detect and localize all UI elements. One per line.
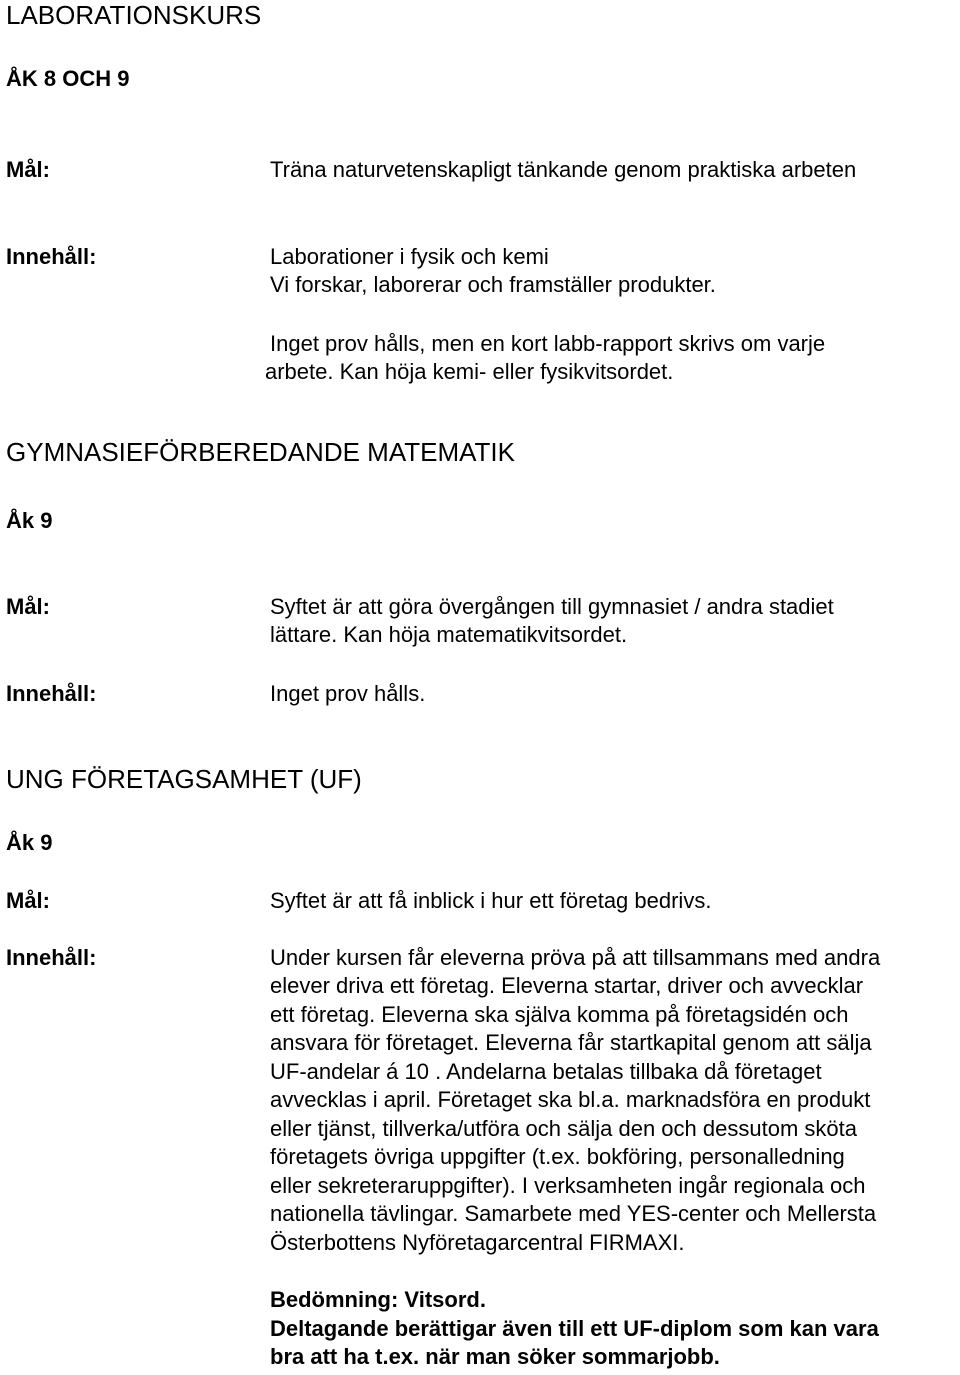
- section2-content-text: Inget prov hålls.: [270, 681, 426, 706]
- section1-title: LABORATIONSKURS: [6, 0, 262, 30]
- section3-content-line: ett företag. Eleverna ska själva komma på företagsidén och: [270, 1002, 849, 1027]
- section1-grade: ÅK 8 OCH 9: [6, 66, 130, 91]
- section3-content-line: UF-andelar á 10 . Andelarna betalas tillbaka då företaget: [270, 1059, 822, 1084]
- section3-content-line: elever driva ett företag. Eleverna startar, driver och avvecklar: [270, 973, 864, 998]
- section3-content-line: företagets övriga uppgifter (t.ex. bokföring, personalledning: [270, 1144, 845, 1169]
- section3-note-line: bra att ha t.ex. när man söker sommarjobb.: [270, 1344, 720, 1369]
- section3-grade: Åk 9: [6, 830, 53, 855]
- section1-goal-label: Mål:: [6, 157, 50, 182]
- section1-content-line: Vi forskar, laborerar och framställer produkter.: [270, 272, 716, 297]
- section3-content-line: Under kursen får eleverna pröva på att tillsammans med andra: [270, 945, 881, 970]
- section3-assessment: Bedömning: Vitsord.: [270, 1287, 486, 1312]
- section1-goal-text: Träna naturvetenskapligt tänkande genom praktiska arbeten: [270, 157, 857, 182]
- section1-content-line: Inget prov hålls, men en kort labb-rapport skrivs om varje: [270, 331, 826, 356]
- section2-goal-line: Syftet är att göra övergången till gymnasiet / andra stadiet: [270, 594, 834, 619]
- section2-content-label: Innehåll:: [6, 681, 97, 706]
- section2-goal-line: lättare. Kan höja matematikvitsordet.: [270, 622, 628, 647]
- section3-goal-label: Mål:: [6, 888, 50, 913]
- section2-title: GYMNASIEFÖRBEREDANDE MATEMATIK: [6, 437, 515, 467]
- section2-grade: Åk 9: [6, 508, 53, 533]
- section3-title: UNG FÖRETAGSAMHET (UF): [6, 764, 362, 794]
- section3-note-line: Deltagande berättigar även till ett UF-diplom som kan vara: [270, 1316, 879, 1341]
- section3-content-line: nationella tävlingar. Samarbete med YES-center och Mellersta: [270, 1201, 877, 1226]
- section3-content-line: eller sekreteraruppgifter). I verksamheten ingår regionala och: [270, 1173, 866, 1198]
- section3-content-line: ansvara för företaget. Eleverna får startkapital genom att sälja: [270, 1030, 872, 1055]
- section3-content-line: avvecklas i april. Företaget ska bl.a. marknadsföra en produkt: [270, 1087, 871, 1112]
- section1-content-line: arbete. Kan höja kemi- eller fysikvitsordet.: [265, 359, 674, 384]
- section3-content-line: eller tjänst, tillverka/utföra och sälja den och dessutom sköta: [270, 1116, 857, 1141]
- section1-content-label: Innehåll:: [6, 244, 97, 269]
- section1-content-line: Laborationer i fysik och kemi: [270, 244, 549, 269]
- section2-goal-label: Mål:: [6, 594, 50, 619]
- section3-content-line: Österbottens Nyföretagarcentral FIRMAXI.: [270, 1230, 685, 1255]
- section3-content-label: Innehåll:: [6, 945, 97, 970]
- section3-goal-text: Syftet är att få inblick i hur ett företag bedrivs.: [270, 888, 712, 913]
